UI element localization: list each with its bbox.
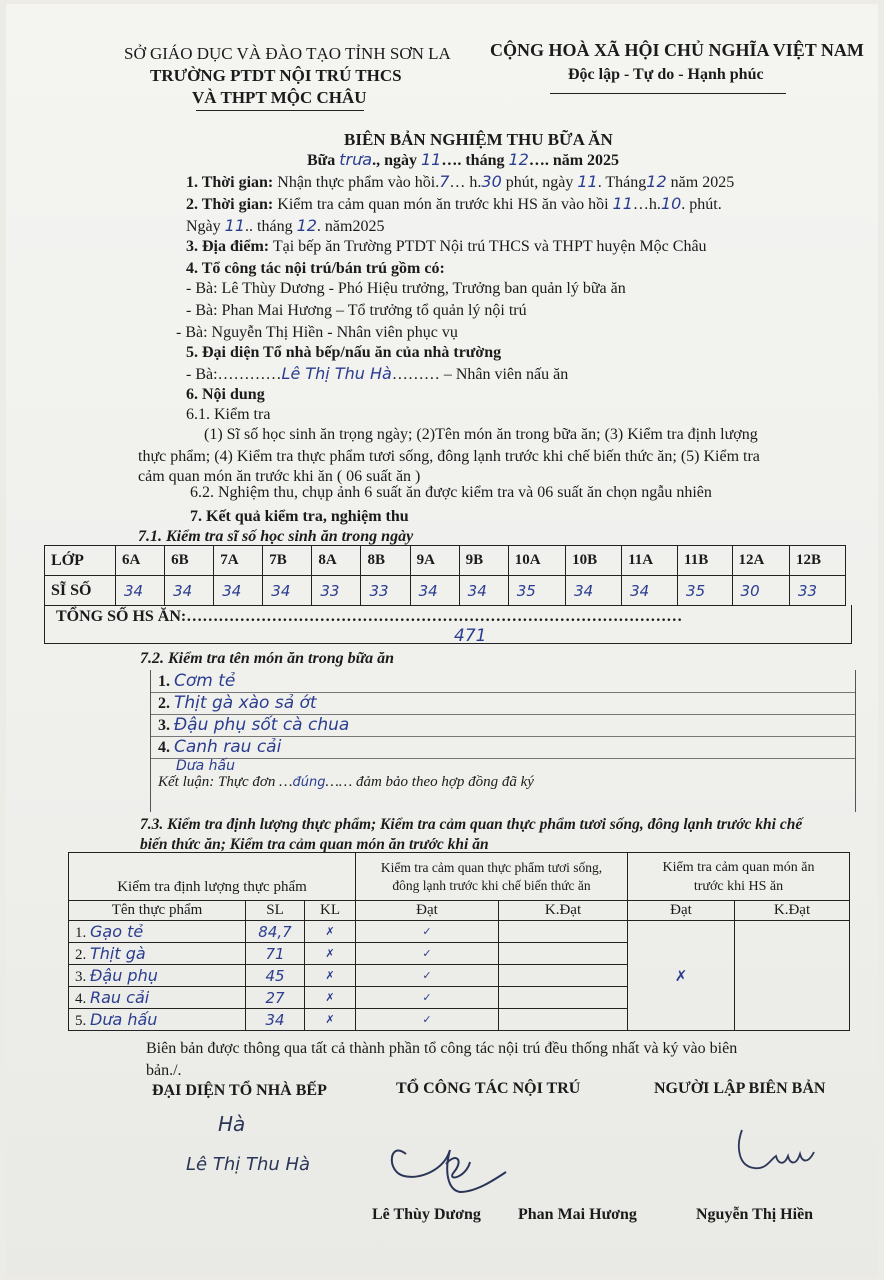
count-10a: 35	[508, 576, 565, 606]
class-11a: 11A	[622, 546, 678, 576]
food-kl: ✗	[305, 1009, 356, 1031]
total-label: TỔNG SỐ HS ĂN:…………………………………………………………………………………	[56, 608, 683, 625]
signer-name-3: Nguyễn Thị Hiền	[696, 1206, 814, 1223]
school-name-line2: VÀ THPT MỘC CHÂU	[192, 88, 367, 107]
member-2: - Bà: Phan Mai Hương – Tổ trưởng tổ quản lý nội trú	[186, 302, 527, 319]
s4-label: 4. Tổ công tác nội trú/bán trú gồm có:	[186, 260, 445, 277]
s2-text-b: …h.	[632, 196, 661, 213]
food-dat: ✓	[356, 921, 499, 943]
s1-text-b: … h.	[449, 174, 482, 191]
department-name: SỞ GIÁO DỤC VÀ ĐÀO TẠO TỈNH SƠN LA	[124, 44, 451, 63]
count-8b: 33	[361, 576, 410, 606]
h-fresh-l1: Kiểm tra cảm quan thực phẩm tươi sống,	[380, 859, 603, 875]
section-2-line2	[186, 216, 384, 236]
food-num: 1.	[75, 924, 87, 941]
food-dat: ✓	[356, 965, 499, 987]
s6-sub2: 6.2. Nghiệm thu, chụp ảnh 6 suất ăn được kiểm tra và 06 suất ăn chọn ngẫu nhiên	[190, 484, 712, 501]
food-num: 4.	[75, 990, 87, 1007]
dish-extra: Dưa hấu	[176, 758, 236, 774]
quality-table	[68, 852, 850, 1031]
conclusion-value: đúng	[292, 775, 326, 790]
food-num: 5.	[75, 1012, 87, 1029]
table-row	[69, 921, 850, 943]
h-dish-l1: Kiểm tra cảm quan món ăn	[662, 859, 815, 875]
food-sl: 71	[246, 943, 305, 965]
class-7b: 7B	[263, 546, 312, 576]
meal-month-label: …. tháng	[441, 152, 505, 169]
dish-name-2: Thịt gà xào sả ớt	[174, 693, 317, 713]
food-name: Gạo tẻ	[90, 921, 144, 941]
signer-name-2: Phan Mai Hương	[518, 1206, 637, 1223]
dish-item-1	[158, 671, 235, 691]
count-row	[45, 576, 846, 606]
h-dish	[628, 853, 850, 901]
h-fresh-l2: đông lạnh trước khi chế biến thức ăn	[392, 877, 591, 893]
school-name-line1: TRƯỜNG PTDT NỘI TRÚ THCS	[150, 66, 402, 85]
food-dat: ✓	[356, 1009, 499, 1031]
member-1: - Bà: Lê Thùy Dương - Phó Hiệu trưởng, Trưởng ban quản lý bữa ăn	[186, 280, 626, 297]
h-quant: Kiểm tra định lượng thực phẩm	[69, 853, 356, 901]
count-11b: 35	[678, 576, 733, 606]
food-name-cell	[69, 943, 246, 965]
conclusion-post: …… đảm bảo theo hợp đồng đã ký	[325, 774, 534, 790]
col-kdat2: K.Đạt	[735, 901, 850, 921]
food-kl: ✗	[305, 987, 356, 1009]
s3-text: Tại bếp ăn Trường PTDT Nội trú THCS và THPT huyện Mộc Châu	[272, 238, 707, 255]
food-kl: ✗	[305, 965, 356, 987]
s2-day: 11	[224, 216, 246, 235]
s7-sub3-line2: biến thức ăn; Kiểm tra cảm quan món ăn trước khi ăn	[140, 836, 489, 853]
food-sl: 45	[246, 965, 305, 987]
food-sl: 84,7	[246, 921, 305, 943]
s6-para-l3: cảm quan món ăn trước khi ăn ( 06 suất ăn )	[138, 468, 421, 485]
section-3	[186, 238, 707, 256]
signature-committee-icon	[384, 1132, 514, 1202]
s3-label: 3. Địa điểm:	[186, 238, 270, 255]
s2-label: 2. Thời gian:	[186, 196, 274, 213]
s2-ngay: Ngày	[186, 218, 221, 235]
food-dat: ✓	[356, 943, 499, 965]
meal-day-label: ., ngày	[372, 152, 417, 169]
author-title: NGƯỜI LẬP BIÊN BẢN	[654, 1080, 826, 1097]
s1-month: 12	[646, 172, 667, 191]
s5-line	[186, 364, 568, 384]
s1-day: 11	[577, 172, 598, 191]
s7-sub1: 7.1. Kiểm tra sĩ số học sinh ăn trong ngày	[138, 528, 414, 545]
kitchen-title: ĐẠI DIỆN TỔ NHÀ BẾP	[152, 1082, 327, 1099]
class-10b: 10B	[566, 546, 622, 576]
dish-rule	[151, 758, 855, 759]
attendance-table	[44, 545, 846, 606]
count-7a: 34	[214, 576, 263, 606]
dish-num-4: 4.	[158, 739, 170, 756]
s6-label: 6. Nội dung	[186, 386, 265, 403]
s7-sub3-line1: 7.3. Kiểm tra định lượng thực phẩm; Kiểm tra cảm quan thực phẩm tươi sống, đông lạnh trước khi chế	[140, 816, 803, 833]
class-6b: 6B	[165, 546, 214, 576]
s2-month: 12	[296, 216, 317, 235]
col-dat: Đạt	[356, 901, 499, 921]
nation-motto: Độc lập - Tự do - Hạnh phúc	[568, 66, 764, 83]
dish-name-4: Canh rau cải	[174, 737, 282, 757]
s2-hour: 11	[612, 194, 633, 213]
s5-label: 5. Đại diện Tổ nhà bếp/nấu ăn của nhà trường	[186, 344, 502, 361]
class-row	[45, 546, 846, 576]
dish-num-1: 1.	[158, 673, 170, 690]
s7-label: 7. Kết quả kiểm tra, nghiệm thu	[190, 508, 409, 525]
food-kdat	[499, 987, 628, 1009]
s2-text-d: .. tháng	[245, 218, 293, 235]
committee-title: TỔ CÔNG TÁC NỘI TRÚ	[396, 1080, 581, 1097]
h-fresh	[356, 853, 628, 901]
count-6a: 34	[116, 576, 165, 606]
count-8a: 33	[312, 576, 361, 606]
dish-num-3: 3.	[158, 717, 170, 734]
food-kdat	[499, 1009, 628, 1031]
food-name: Thịt gà	[90, 943, 146, 963]
s1-text-d: . Tháng	[597, 174, 647, 191]
s5-pre: - Bà:…………	[186, 366, 282, 383]
count-9a: 34	[410, 576, 459, 606]
class-8b: 8B	[361, 546, 410, 576]
s6-para-l2: thực phẩm; (4) Kiểm tra thực phẩm tươi sống, đông lạnh trước khi chế biến thức ăn; (5) Kiểm tra	[138, 448, 760, 465]
food-kdat	[499, 943, 628, 965]
food-name-cell	[69, 921, 246, 943]
food-sl: 34	[246, 1009, 305, 1031]
s1-label: 1. Thời gian:	[186, 174, 274, 191]
dish-name-1: Cơm tẻ	[174, 671, 236, 691]
conclusion-pre: Kết luận: Thực đơn …	[158, 774, 293, 790]
total-value: 471	[454, 626, 487, 646]
quality-subheader-row	[69, 901, 850, 921]
s1-text-a: Nhận thực phẩm vào hồi.	[277, 174, 440, 191]
food-name-cell	[69, 1009, 246, 1031]
class-10a: 10A	[508, 546, 565, 576]
class-7a: 7A	[214, 546, 263, 576]
s2-minute: 10	[660, 194, 682, 213]
class-12a: 12A	[732, 546, 789, 576]
class-9a: 9A	[410, 546, 459, 576]
school-underline	[196, 110, 364, 111]
class-row-label: LỚP	[45, 546, 116, 576]
signature-author-icon	[730, 1122, 830, 1182]
count-6b: 34	[165, 576, 214, 606]
food-name-cell	[69, 987, 246, 1009]
count-11a: 34	[622, 576, 678, 606]
closing-line2: bản./.	[146, 1062, 182, 1079]
count-12a: 30	[732, 576, 789, 606]
s7-sub2: 7.2. Kiểm tra tên món ăn trong bữa ăn	[140, 650, 395, 667]
dish-item-3	[158, 715, 349, 735]
s2-text-a: Kiểm tra cảm quan món ăn trước khi HS ăn vào hồi	[277, 196, 609, 213]
dish-kdat-cell	[735, 921, 850, 1031]
food-sl: 27	[246, 987, 305, 1009]
dish-item-4	[158, 737, 281, 757]
s2-text-e: . năm2025	[316, 218, 385, 235]
meal-line	[307, 150, 619, 170]
col-kl: KL	[305, 901, 356, 921]
food-kdat	[499, 965, 628, 987]
s1-text-c: phút, ngày	[505, 174, 574, 191]
food-kdat	[499, 921, 628, 943]
s1-minute: 30	[481, 172, 502, 191]
s1-text-e: năm 2025	[670, 174, 735, 191]
closing-line1: Biên bản được thông qua tất cả thành phần tổ công tác nội trú đều thống nhất và ký vào biên	[146, 1040, 738, 1057]
food-num: 2.	[75, 946, 87, 963]
food-kl: ✗	[305, 943, 356, 965]
dish-dat-cell: ✗	[628, 921, 735, 1031]
class-6a: 6A	[116, 546, 165, 576]
count-9b: 34	[459, 576, 508, 606]
s2-text-c: . phút.	[681, 196, 722, 213]
kitchen-signature-full: Lê Thị Thu Hà	[186, 1154, 311, 1175]
motto-underline	[550, 93, 786, 94]
food-name: Rau cải	[90, 987, 150, 1007]
col-name: Tên thực phẩm	[69, 901, 246, 921]
food-name-cell	[69, 965, 246, 987]
dish-conclusion	[158, 774, 534, 791]
kitchen-signature-short: Hà	[218, 1112, 246, 1136]
meal-day: 11	[420, 150, 442, 169]
document-title: BIÊN BẢN NGHIỆM THU BỮA ĂN	[344, 130, 613, 149]
food-kl: ✗	[305, 921, 356, 943]
col-kdat: K.Đạt	[499, 901, 628, 921]
signer-name-1: Lê Thùy Dương	[372, 1206, 481, 1223]
section-1	[186, 172, 734, 192]
meal-month: 12	[508, 150, 529, 169]
s1-hour: 7	[439, 172, 450, 191]
meal-year: …. năm 2025	[528, 152, 620, 169]
dish-name-3: Đậu phụ sốt cà chua	[174, 715, 350, 735]
class-9b: 9B	[459, 546, 508, 576]
count-row-label: SĨ SỐ	[45, 576, 116, 606]
food-name: Dưa hấu	[90, 1009, 158, 1029]
count-7b: 34	[263, 576, 312, 606]
food-dat: ✓	[356, 987, 499, 1009]
s6-sub1: 6.1. Kiểm tra	[186, 406, 271, 423]
meal-pre: Bữa	[307, 152, 336, 169]
meal-value: trưa	[339, 150, 373, 169]
col-dat2: Đạt	[628, 901, 735, 921]
food-num: 3.	[75, 968, 87, 985]
class-12b: 12B	[789, 546, 845, 576]
s5-post: ……… – Nhân viên nấu ăn	[391, 366, 569, 383]
class-11b: 11B	[678, 546, 733, 576]
quality-header-row	[69, 853, 850, 901]
dish-item-2	[158, 693, 317, 713]
class-8a: 8A	[312, 546, 361, 576]
member-3: - Bà: Nguyễn Thị Hiền - Nhân viên phục vụ	[176, 324, 458, 341]
h-dish-l2: trước khi HS ăn	[693, 878, 784, 894]
dish-num-2: 2.	[158, 695, 170, 712]
food-name: Đậu phụ	[90, 965, 158, 985]
nation-title: CỘNG HOÀ XÃ HỘI CHỦ NGHĨA VIỆT NAM	[490, 40, 864, 60]
section-2	[186, 194, 722, 214]
col-sl: SL	[246, 901, 305, 921]
count-12b: 33	[789, 576, 845, 606]
s6-para-l1: (1) Sĩ số học sinh ăn trọng ngày; (2)Tên món ăn trong bữa ăn; (3) Kiểm tra định lượng	[204, 426, 758, 443]
s5-name: Lê Thị Thu Hà	[281, 364, 392, 383]
count-10b: 34	[566, 576, 622, 606]
